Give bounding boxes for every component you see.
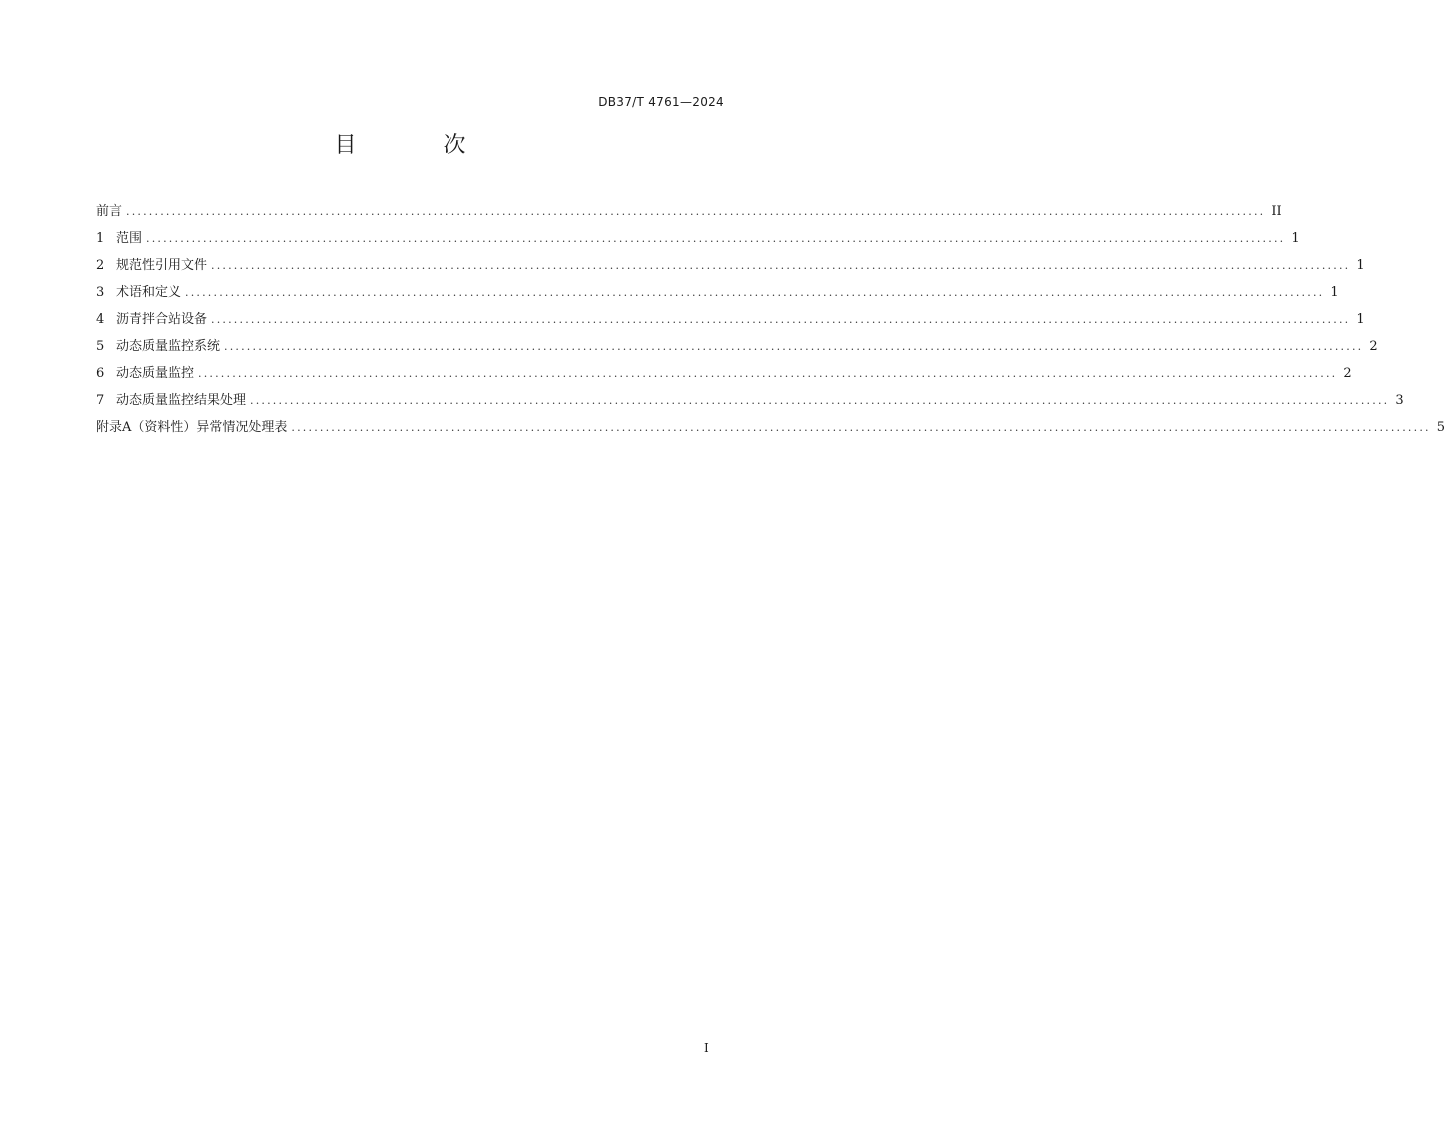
toc-entry-result-handling[interactable] [96,391,1404,418]
toc-section-number: 4 [96,312,105,327]
toc-entry-scope[interactable] [96,229,1300,256]
toc-page-number: 3 [1395,393,1404,408]
toc-section-number: 3 [96,285,105,300]
toc-entry-title: 规范性引用文件 [116,258,208,273]
toc-section-number: 5 [96,339,105,354]
toc-dot-leader: ........................................................................................................................................................................................................ [185,286,1325,299]
toc-dot-leader: ........................................................................................................................................................................................................ [211,313,1351,326]
toc-dot-leader: ........................................................................................................................................................................................................ [126,205,1266,218]
toc-entry-foreword[interactable] [96,202,1282,229]
toc-entry-title: 术语和定义 [116,285,182,300]
page-title: 目 次 [334,133,506,158]
toc-page-number: 2 [1343,366,1352,381]
toc-entry-appendix-a[interactable] [96,418,1445,445]
table-of-contents [96,202,1445,445]
document-code: DB37/T 4761—2024 [598,95,724,109]
toc-section-number: 6 [96,366,105,381]
toc-entry-monitoring[interactable] [96,364,1352,391]
page-number: I [704,1041,709,1055]
toc-entry-title: 前言 [96,204,123,219]
toc-dot-leader: ........................................................................................................................................................................................................ [250,394,1390,407]
toc-dot-leader: ........................................................................................................................................................................................................ [211,259,1351,272]
toc-page-number: II [1271,204,1282,219]
toc-entry-subtitle: 异常情况处理表 [196,420,288,435]
toc-page-number: 1 [1330,285,1339,300]
toc-entry-normative-references[interactable] [96,256,1365,283]
toc-page-number: 1 [1291,231,1300,246]
toc-dot-leader: ........................................................................................................................................................................................................ [224,340,1364,353]
toc-entry-title: 沥青拌合站设备 [116,312,208,327]
toc-page-number: 1 [1356,258,1365,273]
toc-section-number: 2 [96,258,105,273]
toc-entry-title: 附录A（资料性） [96,420,197,435]
toc-section-number: 7 [96,393,105,408]
toc-page-number: 1 [1356,312,1365,327]
toc-entry-title: 范围 [116,231,143,246]
toc-entry-monitoring-system[interactable] [96,337,1378,364]
toc-dot-leader: ........................................................................................................................................................................................................ [146,232,1286,245]
toc-entry-title: 动态质量监控系统 [116,339,221,354]
toc-page-number: 5 [1436,420,1445,435]
toc-entry-title: 动态质量监控 [116,366,195,381]
toc-section-number: 1 [96,231,105,246]
toc-entry-title: 动态质量监控结果处理 [116,393,247,408]
toc-entry-equipment[interactable] [96,310,1365,337]
toc-entry-terms-definitions[interactable] [96,283,1339,310]
toc-page-number: 2 [1369,339,1378,354]
toc-dot-leader: ........................................................................................................................................................................................................ [291,421,1431,434]
toc-dot-leader: ........................................................................................................................................................................................................ [198,367,1338,380]
